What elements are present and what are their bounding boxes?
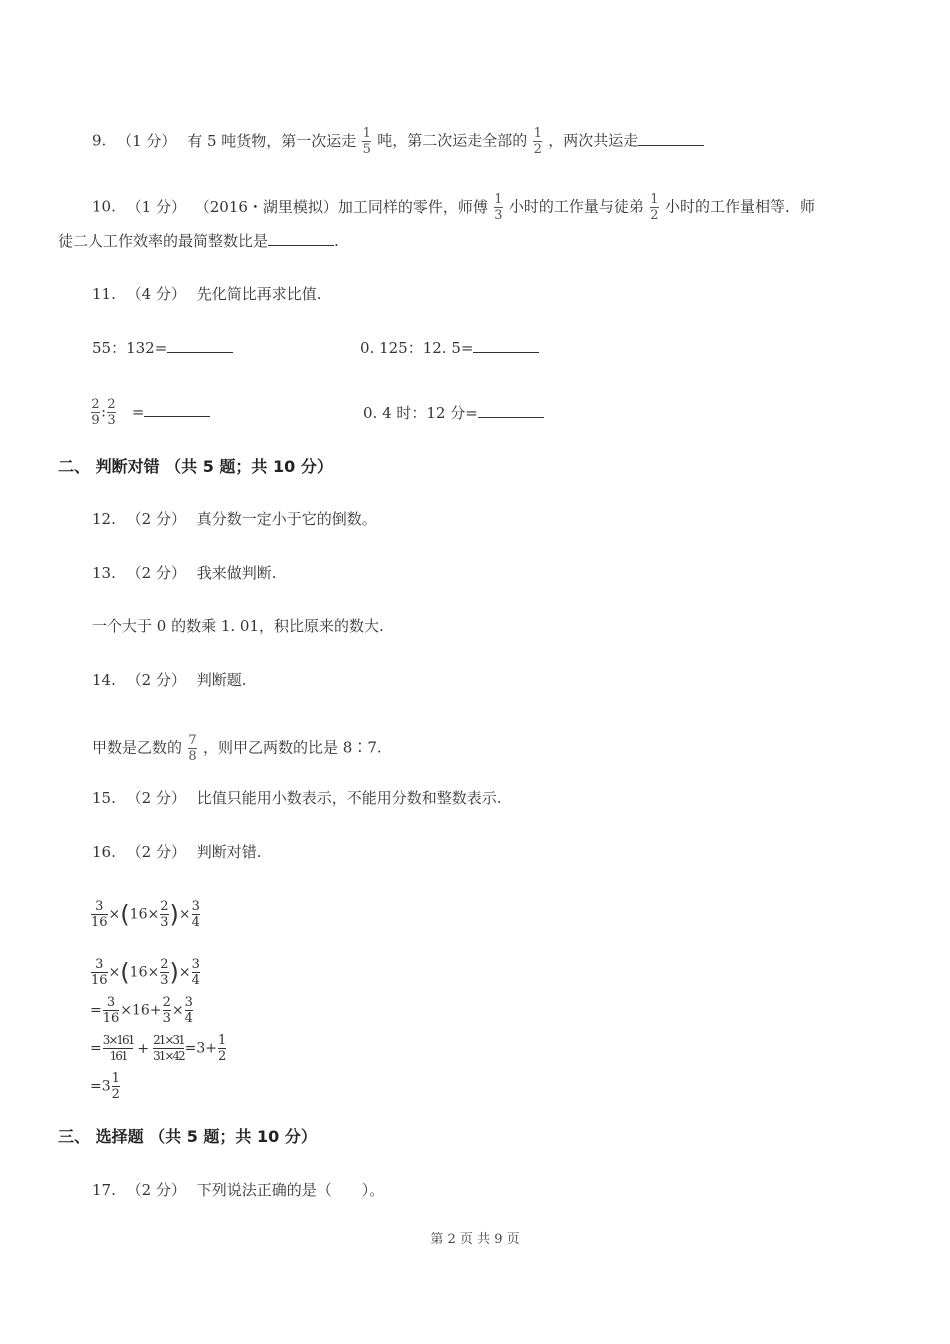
question-text: 判断题. <box>196 671 247 689</box>
question-text: 先化简比再求比值. <box>196 285 322 303</box>
section-heading-3: 三、 选择题 （共 5 题；共 10 分） <box>58 1127 317 1146</box>
question-text: 甲数是乙数的 <box>92 738 183 757</box>
question-10 <box>92 193 815 222</box>
times-sign: × <box>147 964 160 981</box>
question-score: （2 分） <box>126 671 186 689</box>
question-number: 12. <box>92 510 116 528</box>
ratio-item-b <box>360 338 539 358</box>
colon: : <box>101 402 107 421</box>
times-sign: × <box>120 1002 133 1019</box>
number: 16 <box>129 906 148 923</box>
question-text: ，则甲乙两数的比是 8∶7. <box>203 738 382 757</box>
number: 16 <box>132 1002 150 1019</box>
ratio-item-c <box>90 398 210 427</box>
math-expression: $\frac{3}{16}$ ×(16× $\frac{2}{3}$ )× $\frac{3}{4}$ <box>91 899 200 930</box>
fraction: $\frac{1}{2}$ <box>650 192 659 223</box>
question-13-statement: 一个大于 0 的数乘 1. 01，积比原来的数大. <box>92 617 384 635</box>
question-score: （2 分） <box>126 564 186 582</box>
fraction: $\frac{3}{16}$ <box>102 995 120 1026</box>
fraction: $\frac{2}{3}$ <box>162 995 171 1026</box>
number: 16 <box>129 964 148 981</box>
question-score: （1 分） <box>126 197 186 216</box>
fraction: $\frac{2}{3}$ <box>160 899 169 930</box>
question-text: （2016・湖里模拟）加工同样的零件，师傅 <box>194 197 488 216</box>
solution-result <box>90 1072 121 1101</box>
question-number: 17. <box>92 1181 116 1199</box>
answer-blank[interactable] <box>268 231 334 246</box>
question-text: 比值只能用小数表示，不能用分数和整数表示. <box>196 789 502 807</box>
question-score: （2 分） <box>126 843 186 861</box>
question-11 <box>92 284 322 304</box>
question-number: 9. <box>92 131 107 150</box>
times-sign: × <box>108 906 121 923</box>
equals: = <box>90 1002 102 1019</box>
answer-blank[interactable] <box>144 402 210 417</box>
cancelled-fraction: $\frac{3\times 161}{161}$ <box>102 1033 134 1063</box>
question-text: 真分数一定小于它的倒数。 <box>196 510 377 528</box>
solution-line-2 <box>90 996 194 1025</box>
question-12 <box>92 509 377 529</box>
equals: = <box>90 1040 102 1057</box>
question-text: ，两次共运走 <box>548 131 639 150</box>
times-sign: × <box>178 964 191 981</box>
ratio-expression: 0. 125：12. 5= <box>360 339 474 357</box>
fraction: $\frac{1}{5}$ <box>362 126 371 157</box>
question-10-line2 <box>58 231 339 251</box>
number: =3 <box>90 1078 111 1095</box>
question-17 <box>92 1180 384 1200</box>
answer-blank[interactable] <box>167 338 233 353</box>
ratio-expression: 55：132= <box>92 339 168 357</box>
ratio-item-d <box>363 403 544 423</box>
question-text: 小时的工作量相等．师 <box>664 197 815 216</box>
question-number: 11. <box>92 285 116 303</box>
question-text: 吨，第二次运走全部的 <box>377 131 528 150</box>
times-sign: × <box>147 906 160 923</box>
fraction: $\frac{3}{4}$ <box>191 899 200 930</box>
question-9 <box>92 127 704 156</box>
fraction: $\frac{1}{2}$ <box>111 1071 120 1102</box>
times-sign: × <box>178 906 191 923</box>
question-number: 15. <box>92 789 116 807</box>
fraction: $\frac{2}{9}$ <box>91 397 100 428</box>
question-number: 14. <box>92 671 116 689</box>
question-16 <box>92 842 262 862</box>
question-13 <box>92 563 277 583</box>
cancelled-fraction: $\frac{21\times 31}{31\times 42}$ <box>153 1033 184 1063</box>
fraction: $\frac{3}{16}$ <box>91 957 108 988</box>
fraction: $\frac{1}{2}$ <box>218 1033 227 1064</box>
question-number: 16. <box>92 843 116 861</box>
answer-blank[interactable] <box>478 403 544 418</box>
question-text: 判断对错. <box>196 843 262 861</box>
fraction: $\frac{3}{4}$ <box>184 995 193 1026</box>
number: =3+ <box>184 1040 218 1057</box>
question-text: 小时的工作量与徒弟 <box>508 197 644 216</box>
times-sign: × <box>108 964 121 981</box>
question-text: 有 5 吨货物，第一次运走 <box>187 131 357 150</box>
answer-blank[interactable] <box>473 338 539 353</box>
question-text: 下列说法正确的是（ ）。 <box>196 1181 385 1199</box>
question-score: （2 分） <box>126 1181 186 1199</box>
question-score: （1 分） <box>117 131 177 150</box>
fraction: $\frac{1}{2}$ <box>533 126 542 157</box>
answer-blank[interactable] <box>638 131 704 146</box>
plus-sign: + <box>149 1002 162 1019</box>
fraction: $\frac{7}{8}$ <box>188 733 197 764</box>
ratio-expression: 0. 4 时：12 分= <box>363 404 478 422</box>
period: . <box>334 232 339 250</box>
fraction: $\frac{2}{3}$ <box>107 397 116 428</box>
plus-sign: + <box>137 1040 150 1057</box>
section-heading-2: 二、 判断对错 （共 5 题；共 10 分） <box>58 457 333 476</box>
fraction: $\frac{1}{3}$ <box>494 192 503 223</box>
solution-line-1: $\frac{3}{16}$ ×(16× $\frac{2}{3}$ )× $\frac{3}{4}$ <box>91 957 200 988</box>
question-score: （2 分） <box>126 789 186 807</box>
question-number: 13. <box>92 564 116 582</box>
fraction: $\frac{3}{16}$ <box>91 899 108 930</box>
question-score: （2 分） <box>126 510 186 528</box>
fraction: $\frac{3}{4}$ <box>191 957 200 988</box>
question-number: 10. <box>92 197 116 216</box>
solution-line-3 <box>90 1034 227 1063</box>
question-15 <box>92 788 502 808</box>
question-text: 我来做判断. <box>196 564 277 582</box>
times-sign: × <box>171 1002 184 1019</box>
fraction: $\frac{2}{3}$ <box>160 957 169 988</box>
question-score: （4 分） <box>126 285 186 303</box>
question-14 <box>92 670 247 690</box>
question-text: 徒二人工作效率的最简整数比是 <box>58 232 269 250</box>
ratio-item-a <box>92 338 233 358</box>
page-footer: 第 2 页 共 9 页 <box>430 1232 520 1247</box>
question-14-statement <box>92 734 382 763</box>
equals: = <box>131 402 145 421</box>
